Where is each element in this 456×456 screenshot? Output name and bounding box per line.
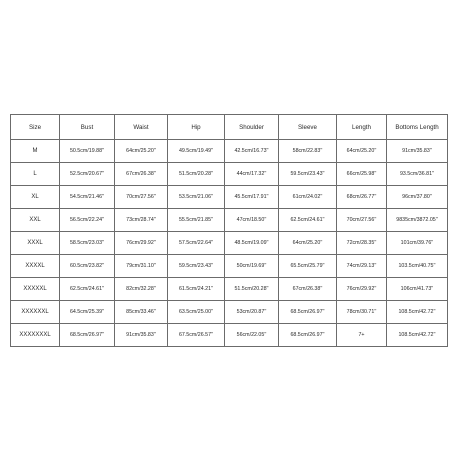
size-chart-table (10, 114, 448, 347)
cell-bust: 64.5cm/25.39'' (60, 301, 115, 324)
cell-length: 64cm/25.20'' (337, 140, 387, 163)
table-row (11, 301, 448, 324)
cell-bust: 68.5cm/26.97'' (60, 324, 115, 347)
cell-hip: 53.5cm/21.06'' (168, 186, 225, 209)
cell-hip: 57.5cm/22.64'' (168, 232, 225, 255)
cell-hip: 51.5cm/20.28'' (168, 163, 225, 186)
cell-bottoms-length: 93.5cm/36.81'' (387, 163, 448, 186)
table-row (11, 209, 448, 232)
cell-shoulder: 45.5cm/17.91'' (225, 186, 279, 209)
cell-hip: 49.5cm/19.49'' (168, 140, 225, 163)
cell-shoulder: 42.5cm/16.73'' (225, 140, 279, 163)
table-row (11, 278, 448, 301)
cell-size: XXXL (11, 232, 60, 255)
cell-waist: 64cm/25.20'' (115, 140, 168, 163)
table-row (11, 232, 448, 255)
cell-bust: 62.5cm/24.61'' (60, 278, 115, 301)
header-bottoms-length: Bottoms Length (387, 115, 448, 140)
cell-waist: 79cm/31.10'' (115, 255, 168, 278)
cell-sleeve: 65.5cm/25.79'' (279, 255, 337, 278)
cell-waist: 73cm/28.74'' (115, 209, 168, 232)
cell-waist: 82cm/32.28'' (115, 278, 168, 301)
cell-hip: 55.5cm/21.85'' (168, 209, 225, 232)
cell-bottoms-length: 91cm/35.83'' (387, 140, 448, 163)
table-row (11, 186, 448, 209)
cell-bottoms-length: 103.5cm/40.75'' (387, 255, 448, 278)
header-row (11, 115, 448, 140)
cell-size: M (11, 140, 60, 163)
cell-bust: 50.5cm/19.88'' (60, 140, 115, 163)
cell-length: 66cm/25.98'' (337, 163, 387, 186)
cell-length: 68cm/26.77'' (337, 186, 387, 209)
cell-sleeve: 62.5cm/24.61'' (279, 209, 337, 232)
cell-length: 78cm/30.71'' (337, 301, 387, 324)
cell-length: 70cm/27.56'' (337, 209, 387, 232)
cell-length: 74cm/29.13'' (337, 255, 387, 278)
size-rows (11, 140, 448, 347)
cell-size: XL (11, 186, 60, 209)
cell-shoulder: 44cm/17.32'' (225, 163, 279, 186)
cell-bust: 54.5cm/21.46'' (60, 186, 115, 209)
cell-shoulder: 51.5cm/20.28'' (225, 278, 279, 301)
cell-length: 7+ (337, 324, 387, 347)
cell-length: 72cm/28.35'' (337, 232, 387, 255)
cell-shoulder: 47cm/18.50'' (225, 209, 279, 232)
cell-length: 76cm/29.92'' (337, 278, 387, 301)
table-row (11, 255, 448, 278)
cell-size: XXXXXL (11, 278, 60, 301)
cell-sleeve: 58cm/22.83'' (279, 140, 337, 163)
header-hip: Hip (168, 115, 225, 140)
cell-sleeve: 59.5cm/23.43'' (279, 163, 337, 186)
cell-waist: 70cm/27.56'' (115, 186, 168, 209)
cell-hip: 63.5cm/25.00'' (168, 301, 225, 324)
cell-bottoms-length: 101cm/39.76'' (387, 232, 448, 255)
cell-waist: 85cm/33.46'' (115, 301, 168, 324)
cell-bust: 58.5cm/23.03'' (60, 232, 115, 255)
cell-waist: 91cm/35.83'' (115, 324, 168, 347)
cell-size: XXXXXXL (11, 301, 60, 324)
cell-bottoms-length: 9835cm/3872.05'' (387, 209, 448, 232)
cell-sleeve: 68.5cm/26.97'' (279, 324, 337, 347)
table-row (11, 140, 448, 163)
header-waist: Waist (115, 115, 168, 140)
table-row (11, 163, 448, 186)
cell-sleeve: 68.5cm/26.97'' (279, 301, 337, 324)
cell-size: XXL (11, 209, 60, 232)
header-bust: Bust (60, 115, 115, 140)
header-size: Size (11, 115, 60, 140)
cell-bottoms-length: 108.5cm/42.72'' (387, 301, 448, 324)
cell-waist: 67cm/26.38'' (115, 163, 168, 186)
cell-shoulder: 53cm/20.87'' (225, 301, 279, 324)
cell-sleeve: 67cm/26.38'' (279, 278, 337, 301)
cell-bottoms-length: 106cm/41.73'' (387, 278, 448, 301)
cell-hip: 61.5cm/24.21'' (168, 278, 225, 301)
cell-bottoms-length: 108.5cm/42.72'' (387, 324, 448, 347)
cell-shoulder: 56cm/22.05'' (225, 324, 279, 347)
cell-bust: 56.5cm/22.24'' (60, 209, 115, 232)
cell-hip: 67.5cm/26.57'' (168, 324, 225, 347)
cell-bust: 52.5cm/20.67'' (60, 163, 115, 186)
header-shoulder: Shoulder (225, 115, 279, 140)
cell-waist: 76cm/29.92'' (115, 232, 168, 255)
cell-shoulder: 48.5cm/19.09'' (225, 232, 279, 255)
header-length: Length (337, 115, 387, 140)
cell-sleeve: 64cm/25.20'' (279, 232, 337, 255)
cell-shoulder: 50cm/19.69'' (225, 255, 279, 278)
cell-bust: 60.5cm/23.82'' (60, 255, 115, 278)
header-sleeve: Sleeve (279, 115, 337, 140)
cell-bottoms-length: 96cm/37.80'' (387, 186, 448, 209)
cell-size: XXXXXXXL (11, 324, 60, 347)
cell-hip: 59.5cm/23.43'' (168, 255, 225, 278)
cell-sleeve: 61cm/24.02'' (279, 186, 337, 209)
cell-size: L (11, 163, 60, 186)
cell-size: XXXXL (11, 255, 60, 278)
table-row (11, 324, 448, 347)
